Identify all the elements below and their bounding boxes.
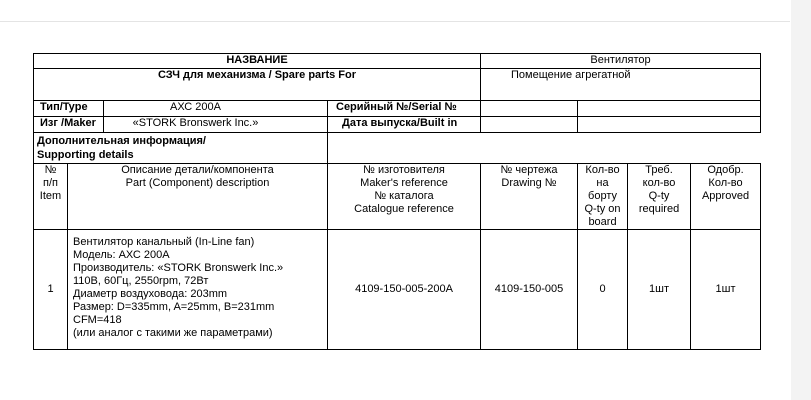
col-header-qty-board: Кол-во на борту Q-ty on board bbox=[578, 164, 628, 230]
serial-label: Серийный №/Serial № bbox=[328, 101, 481, 117]
col-header-approved: Одобр. Кол-во Approved bbox=[691, 164, 761, 230]
col-header-drawing: № чертежа Drawing № bbox=[481, 164, 578, 230]
row-drawing: 4109-150-005 bbox=[481, 230, 578, 350]
col-header-description: Описание детали/компонента Part (Component) description bbox=[68, 164, 328, 230]
maker-value: «STORK Bronswerk Inc.» bbox=[132, 117, 259, 129]
spare-parts-form bbox=[33, 53, 761, 350]
spare-parts-label: СЗЧ для механизма / Spare parts For bbox=[34, 69, 481, 101]
type-value: АХС 200А bbox=[170, 101, 221, 113]
page-separator bbox=[0, 21, 790, 22]
row-qty-required: 1шт bbox=[628, 230, 691, 350]
built-value bbox=[481, 117, 578, 132]
additional-info-value bbox=[328, 133, 761, 164]
name-label: НАЗВАНИЕ bbox=[34, 54, 481, 69]
row-item: 1 bbox=[34, 230, 68, 350]
name-value: Вентилятор bbox=[481, 54, 761, 69]
serial-value bbox=[481, 101, 578, 116]
row-approved: 1шт bbox=[691, 230, 761, 350]
table-row bbox=[34, 230, 761, 350]
col-header-item: № п/п Item bbox=[34, 164, 68, 230]
row-maker-ref: 4109-150-005-200A bbox=[328, 230, 481, 350]
built-field bbox=[481, 117, 761, 133]
spare-parts-value: Помещение агрегатной bbox=[481, 69, 761, 101]
type-label: Тип/Type bbox=[34, 101, 104, 116]
serial-field bbox=[481, 101, 761, 117]
maker-label: Изг /Maker bbox=[34, 117, 104, 132]
vertical-scrollbar[interactable] bbox=[791, 0, 811, 400]
row-qty-board: 0 bbox=[578, 230, 628, 350]
row-description: Вентилятор канальный (In-Line fan) Модель: АХС 200А Производитель: «STORK Bronswerk Inc.» 110В, 60Гц, 2550rpm, 72Вт Диаметр воздуховода: 203mm Размер: D=335mm, A=25mm, B=231mm CFM=418 (или аналог с такими же параметрами) bbox=[68, 230, 328, 350]
maker-field bbox=[34, 117, 328, 133]
built-label: Дата выпуска/Built in bbox=[328, 117, 481, 133]
col-header-qty-required: Треб. кол-во Q-ty required bbox=[628, 164, 691, 230]
additional-info-label: Дополнительная информация/ Supporting details bbox=[34, 133, 328, 164]
col-header-maker-ref: № изготовителя Maker's reference № каталога Catalogue reference bbox=[328, 164, 481, 230]
type-field bbox=[34, 101, 328, 117]
